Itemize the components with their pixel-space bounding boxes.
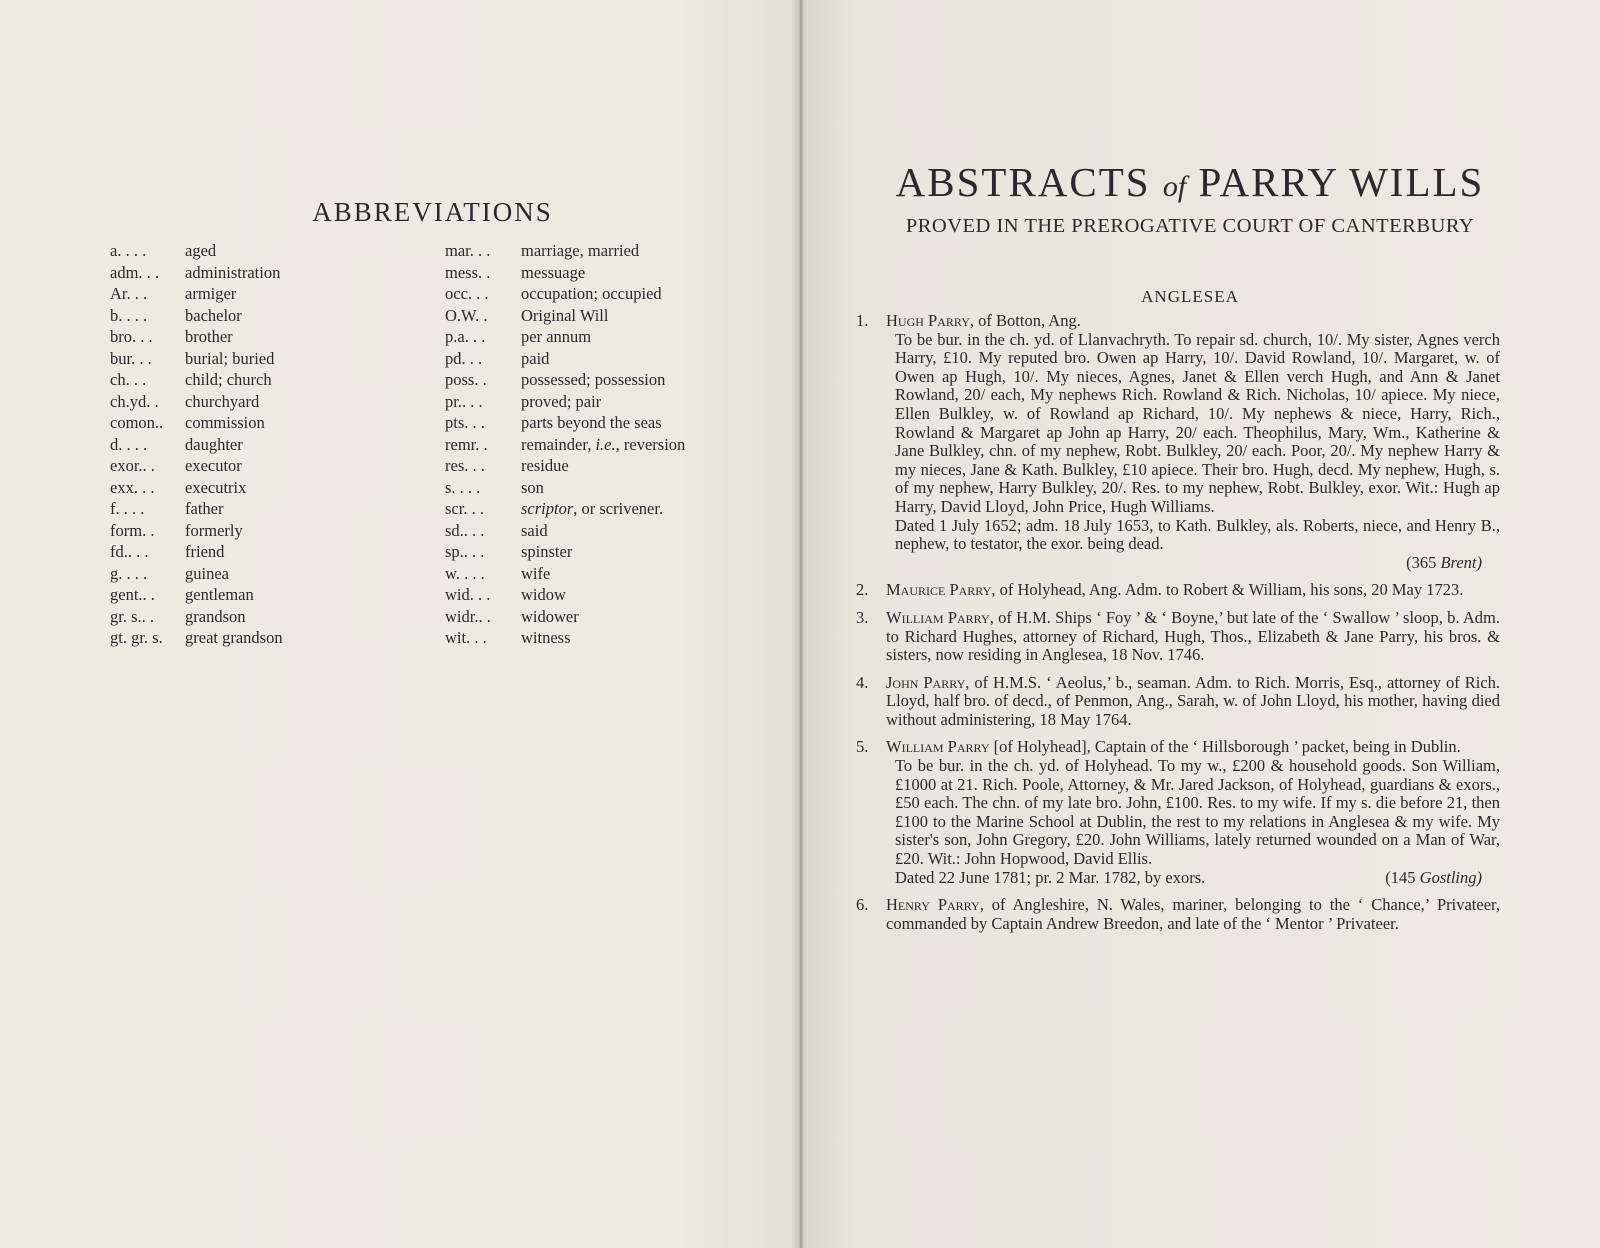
abbreviation-row: [445, 391, 685, 413]
abbreviation-meaning: friend: [185, 542, 225, 561]
abbreviation-meaning: occupation; occupied: [521, 284, 662, 303]
abbreviation-meaning: said: [521, 520, 548, 540]
entry-heading-text: , of Holyhead, Ang. Adm. to Robert & William, his sons, 20 May 1723.: [991, 580, 1464, 600]
entry-number: 3.: [856, 607, 869, 627]
abbreviation-meaning: grandson: [185, 606, 246, 626]
abbreviation-row: [445, 305, 685, 327]
will-entry-6: [856, 896, 1500, 933]
abbreviation-key: g. . . .: [110, 563, 148, 583]
reference-number: (365: [1406, 552, 1441, 572]
entry-reference: [886, 554, 1500, 573]
abbreviation-meaning: executor: [185, 456, 242, 475]
abbreviation-key: mess. .: [445, 262, 491, 282]
abbreviation-key: bro. . .: [110, 327, 153, 346]
abbreviation-meaning: armiger: [185, 284, 237, 303]
entry-number: 5.: [856, 737, 869, 757]
abbreviation-meaning: marriage, married: [521, 241, 640, 260]
abbreviation-meaning: father: [185, 499, 224, 518]
page-title: [865, 158, 1515, 206]
abbreviation-key: comon..: [110, 413, 164, 432]
will-entries: [856, 312, 1500, 942]
abbreviation-key: adm. . .: [110, 262, 160, 282]
abbreviation-key: gr. s.. .: [110, 606, 155, 626]
abbreviation-row: [445, 326, 685, 348]
abbreviation-meaning: brother: [185, 327, 233, 346]
abbreviation-row: [110, 584, 283, 606]
book-gutter: [792, 0, 808, 1248]
will-entry-5: [856, 738, 1500, 887]
abbreviation-row: [445, 412, 685, 434]
abbreviation-meaning: wife: [521, 563, 551, 583]
abbreviation-row: [110, 305, 283, 327]
abbreviation-key: wid. . .: [445, 585, 491, 604]
abbreviation-meaning: administration: [185, 262, 281, 282]
abbreviation-key: s. . . .: [445, 477, 481, 497]
abbreviation-key: ch. . .: [110, 370, 147, 389]
abbreviation-row: [445, 498, 685, 520]
abbreviation-meaning: great grandson: [185, 628, 283, 647]
abbreviation-key: gt. gr. s.: [110, 628, 163, 647]
testator-name: William Parry: [886, 737, 990, 757]
abbreviation-meaning: witness: [521, 628, 571, 647]
testator-name: John Parry: [886, 672, 966, 692]
entry-body: To be bur. in the ch. yd. of Llanvachryth. To repair sd. church, 10/. My sister, Agnes verch Harry, £10. My reputed bro. Owen ap Harry, 10/. David Rowland, 10/. Margaret, w. of Owen ap Hugh, 10/. My nieces, Agnes, Janet & Ellen verch Hugh, and Ann & Janet Rowland, 20/ each, My nephews Rich. Rowland & Rich. Nicholas, 10/ apiece. My niece, Ellen Bulkley, w. of Rowland ap Richard, 10/. My nephews & niece, Harry, Rich., Rowland & Margaret ap John ap Harry, 20/ each. Theophilus, Mary, Wm., Katherine & Jane Bulkley, chn. of my nephew, Robt. Bulkley, 20/ each. Poor, 20/. My nephew Harry & my nieces, Jane & Kath. Bulkley, £10 apiece. Their bro. Hugh, decd. My nephew, Hugh, s. of my nephew, Harry Bulkley, 20/. Res. to my nephew, Robt. Bulkley, exor. Wit.: Hugh ap Harry, David Lloyd, John Price, Hugh Williams.: [895, 329, 1500, 516]
abbreviation-meaning: scriptor, or scrivener.: [521, 499, 664, 518]
entry-heading: [886, 609, 1500, 665]
abbreviation-row: [110, 606, 283, 628]
will-entry-2: [856, 581, 1500, 600]
testator-name: William Parry: [886, 607, 990, 627]
abbreviation-row: [110, 369, 283, 391]
abbreviation-row: [110, 627, 283, 649]
entry-heading-text: , of H.M.S. ‘ Aeolus,’ b., seaman. Adm. to Rich. Morris, Esq., attorney of Rich. Lloyd, half bro. of decd., of Penmon, Ang., Sarah, w. of John Lloyd, his mother, having died without administering, 18 May 1764.: [886, 672, 1500, 729]
abbreviation-row: [110, 412, 283, 434]
entry-heading-text: , of Botton, Ang.: [969, 311, 1081, 330]
abbreviation-meaning: parts beyond the seas: [521, 413, 662, 432]
entry-heading: [886, 738, 1500, 757]
abbreviation-row: [445, 283, 685, 305]
abbreviation-row: [110, 348, 283, 370]
abbreviation-row: [445, 541, 685, 563]
reference-register: Brent): [1440, 552, 1482, 572]
abbreviation-meaning: remainder, i.e., reversion: [521, 434, 686, 454]
abbreviation-key: sd.. . .: [445, 520, 485, 540]
title-part-parry-wills: PARRY WILLS: [1186, 159, 1485, 205]
reference-number: (145: [1385, 867, 1420, 887]
abbreviation-key: O.W. .: [445, 305, 488, 325]
entry-dated: Dated 1 July 1652; adm. 18 July 1653, to Kath. Bulkley, als. Roberts, niece, and Henry B., nephew, to testator, the exor. being dead.: [895, 515, 1500, 554]
abbreviation-row: [445, 563, 685, 585]
abbreviation-key: poss. .: [445, 370, 487, 389]
entry-dated-text: Dated 22 June 1781; pr. 2 Mar. 1782, by exors.: [895, 867, 1206, 887]
abbreviation-row: [110, 498, 283, 520]
abbreviation-meaning: paid: [521, 348, 550, 368]
abbreviation-row: [445, 369, 685, 391]
entry-number: 2.: [856, 580, 869, 600]
abbreviation-meaning: possessed; possession: [521, 370, 666, 389]
entry-dated: [886, 869, 1500, 888]
abbreviation-key: d. . . .: [110, 434, 148, 454]
abbreviation-key: pts. . .: [445, 413, 485, 432]
reference-register: Gostling): [1419, 867, 1482, 887]
abbreviation-meaning: child; church: [185, 370, 272, 389]
abbreviation-row: [110, 563, 283, 585]
abbreviation-key: exor.. .: [110, 456, 155, 475]
abbreviation-key: exx. . .: [110, 477, 155, 497]
abbreviation-row: [445, 477, 685, 499]
entry-number: 6.: [856, 895, 869, 915]
abbreviation-key: occ. . .: [445, 284, 489, 303]
abbreviation-key: form. .: [110, 520, 155, 540]
abbreviation-meaning: guinea: [185, 563, 229, 583]
abbreviation-key: mar. . .: [445, 241, 491, 260]
abbreviation-key: scr. . .: [445, 499, 484, 518]
will-entry-4: [856, 674, 1500, 730]
will-entry-3: [856, 609, 1500, 665]
abbreviation-meaning: widower: [521, 606, 579, 626]
abbreviation-row: [445, 584, 685, 606]
abbreviation-meaning: daughter: [185, 434, 243, 454]
abbreviation-key: bur. . .: [110, 348, 152, 368]
abbreviation-meaning: churchyard: [185, 391, 260, 411]
title-of: of: [1162, 170, 1187, 203]
abbreviation-key: p.a. . .: [445, 327, 486, 346]
abbreviation-meaning: formerly: [185, 520, 243, 540]
abbreviation-key: ch.yd. .: [110, 391, 159, 411]
abbreviation-row: [110, 326, 283, 348]
abbreviation-key: a. . . .: [110, 241, 147, 260]
abbreviations-column-2: [445, 240, 685, 649]
will-entry-1: [856, 312, 1500, 572]
abbreviations-title: ABBREVIATIONS: [312, 197, 553, 227]
abbreviation-row: [445, 262, 685, 284]
abbreviation-key: sp.. . .: [445, 542, 485, 561]
abbreviation-key: Ar. . .: [110, 284, 148, 303]
abbreviation-meaning: commission: [185, 413, 265, 432]
entry-heading: [886, 581, 1500, 600]
abbreviation-key: fd.. . .: [110, 542, 149, 561]
abbreviation-meaning: proved; pair: [521, 391, 602, 411]
abbreviations-column-1: [110, 240, 283, 649]
abbreviation-meaning: burial; buried: [185, 348, 275, 368]
abbreviation-row: [445, 627, 685, 649]
entry-heading: [886, 312, 1500, 331]
entry-heading: [886, 674, 1500, 730]
abbreviation-key: wit. . .: [445, 628, 487, 647]
abbreviation-row: [445, 455, 685, 477]
abbreviation-row: [445, 520, 685, 542]
entry-number: 4.: [856, 672, 869, 692]
abbreviation-meaning: per annum: [521, 327, 592, 346]
page-subtitle: PROVED IN THE PREROGATIVE COURT OF CANTERBURY: [905, 215, 1475, 237]
entry-heading: [886, 896, 1500, 933]
abbreviation-row: [445, 240, 685, 262]
abbreviation-row: [110, 520, 283, 542]
entry-number: 1.: [856, 311, 869, 330]
abbreviation-meaning: executrix: [185, 477, 247, 497]
abbreviation-key: res. . .: [445, 456, 485, 475]
abbreviation-row: [445, 348, 685, 370]
abbreviation-row: [110, 283, 283, 305]
abbreviation-row: [110, 434, 283, 456]
abbreviation-key: pr.. . .: [445, 391, 483, 411]
abbreviation-row: [445, 606, 685, 628]
abbreviation-row: [110, 455, 283, 477]
abbreviation-row: [110, 391, 283, 413]
abbreviation-meaning: widow: [521, 585, 566, 604]
entry-heading-text: , of Angleshire, N. Wales, mariner, belonging to the ‘ Chance,’ Privateer, commanded by Captain Andrew Breedon, and late of the ‘ Mentor ’ Privateer.: [886, 895, 1500, 933]
abbreviation-meaning: gentleman: [185, 585, 254, 604]
abbreviation-meaning: bachelor: [185, 305, 242, 325]
entry-body: To be bur. in the ch. yd. of Holyhead. To my w., £200 & household goods. Son William, £1000 at 21. Rich. Poole, Attorney, & Mr. Jared Jackson, of Holyhead, guardians & exors., £50 each. The chn. of my late bro. John, £100. Res. to my wife. If my s. die before 21, then £100 to the Marine School at Dublin, the rest to my relations in Anglesea & my wife. My sister's son, John Gregory, £20. John Williams, lately returned wounded on a Man of War, £20. Wit.: John Hopwood, David Ellis.: [895, 756, 1500, 869]
abbreviation-row: [110, 541, 283, 563]
abbreviation-meaning: messuage: [521, 262, 586, 282]
entry-reference: [1385, 869, 1500, 888]
abbreviation-row: [445, 434, 685, 456]
county-heading: ANGLESEA: [1141, 287, 1239, 306]
abbreviation-meaning: spinster: [521, 542, 573, 561]
abbreviation-meaning: Original Will: [521, 305, 609, 325]
abbreviation-meaning: son: [521, 477, 544, 497]
abbreviation-key: w. . . .: [445, 563, 485, 583]
abbreviation-key: b. . . .: [110, 305, 148, 325]
testator-name: Henry Parry: [886, 895, 980, 915]
entry-heading-text: , of H.M. Ships ‘ Foy ’ & ‘ Boyne,’ but late of the ‘ Swallow ’ sloop, b. Adm. to Richard Hughes, attorney of Richard, Hugh, Thos., Elizabeth & Jane Parry, his bros. & sisters, now residing in Anglesea, 18 Nov. 1746.: [886, 607, 1501, 665]
abbreviation-row: [110, 477, 283, 499]
entry-heading-text: [of Holyhead], Captain of the ‘ Hillsborough ’ packet, being in Dublin.: [989, 737, 1461, 757]
abbreviation-row: [110, 262, 283, 284]
testator-name: Hugh Parry: [886, 311, 970, 330]
abbreviation-meaning: residue: [521, 456, 569, 475]
title-part-abstracts: ABSTRACTS: [895, 159, 1163, 205]
abbreviation-meaning: aged: [185, 241, 217, 260]
testator-name: Maurice Parry: [886, 580, 992, 600]
abbreviation-key: pd. . .: [445, 348, 483, 368]
abbreviation-key: remr. .: [445, 434, 488, 454]
abbreviation-row: [110, 240, 283, 262]
abbreviation-key: gent.. .: [110, 585, 155, 604]
abbreviation-key: f. . . .: [110, 499, 145, 518]
abbreviation-key: widr.. .: [445, 606, 491, 626]
